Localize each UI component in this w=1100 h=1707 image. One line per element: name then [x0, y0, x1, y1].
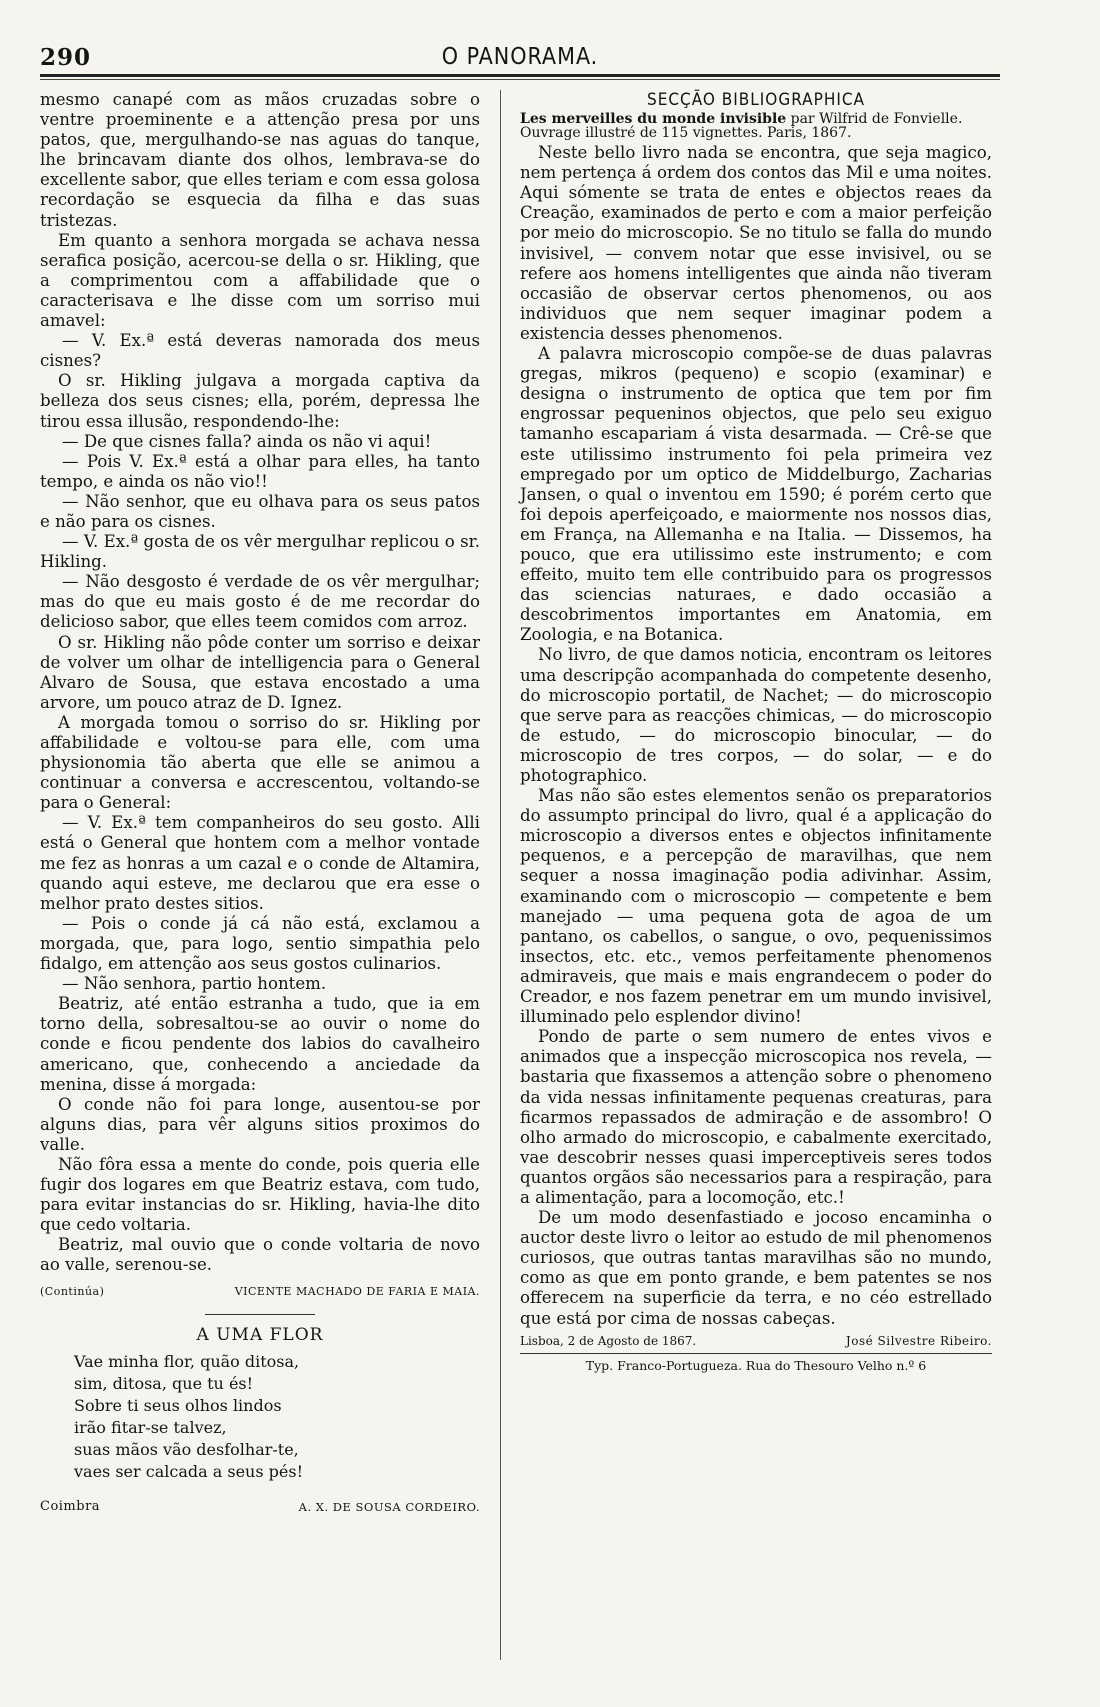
- story-paragraph: Beatriz, mal ouvio que o conde voltaria de novo ao valle, serenou-se.: [40, 1235, 480, 1275]
- poem: [74, 1351, 480, 1483]
- newspaper-page: [40, 38, 1000, 1678]
- review-author: José Silvestre Ribeiro.: [845, 1333, 992, 1348]
- poem-line: vaes ser calcada a seus pés!: [74, 1461, 303, 1481]
- page-header: [40, 38, 1000, 74]
- poem-author: A. X. DE SOUSA CORDEIRO.: [298, 1499, 480, 1514]
- story-paragraph: — Não desgosto é verdade de os vêr mergulhar; mas do que eu mais gosto é de me recordar do delicioso sabor, que elles teem comidos com arroz.: [40, 572, 480, 632]
- story-paragraph: Em quanto a senhora morgada se achava nessa serafica posição, acercou-se della o sr. Hikling, que a comprimentou com a affabilidade que o caracterisava e lhe disse com um sorriso mui amavel:: [40, 230, 480, 331]
- story-paragraph: Beatriz, até então estranha a tudo, que ia em torno della, sobresaltou-se ao ouvir o nome do conde e ficou pendente dos labios do cavalheiro americano, que, conhecendo a anciedade da menina, disse á morgada:: [40, 994, 480, 1094]
- story-paragraph: — V. Ex.ª tem companheiros do seu gosto. Alli está o General que hontem com a melhor vontade me fez as honras a um cazal e o conde de Altamira, quando aqui esteve, me declarou que era esse o melhor prato destes sitios.: [40, 813, 480, 913]
- review-paragraph: De um modo desenfastiado e jocoso encaminha o auctor deste livro o leitor ao estudo de mil phenomenos curiosos, que outras tantas maravilhas são no mundo, como as que em ponto grande, e bem patentes se nos offerecem na superficie da terra, e no céo estrellado que está por cima de nossas cabeças.: [520, 1208, 992, 1328]
- left-column: [40, 90, 480, 1517]
- story-paragraph: O conde não foi para longe, ausentou-se por alguns dias, para vêr alguns sitios proximos do valle.: [40, 1094, 480, 1154]
- review-signature: [520, 1331, 992, 1351]
- story-signature: [40, 1282, 480, 1302]
- book-details: par Wilfrid de Fonvielle. Ouvrage illustré de 115 vignettes. Paris, 1867.: [520, 111, 963, 142]
- story-author: VICENTE MACHADO DE FARIA E MAIA.: [234, 1284, 480, 1298]
- review-paragraph: A palavra microscopio compõe-se de duas palavras gregas, mikros (pequeno) e scopio (examinar) e designa o instrumento de optica que tem por fim engrossar pequeninos objectos, que pelo seu exiguo tamanho escapariam á vista desarmada. — Crê-se que este utilissimo instrumento foi pela primeira vez empregado por um optico de Middelburgo, Zacharias Jansen, o qual o inventou em 1590; é porém certo que foi depois aperfeiçoado, e maiormente nos nossos dias, em França, na Allemanha e na Italia. — Dissemos, ha pouco, que era utilissimo este instrumento; e com effeito, muito tem elle contribuido para os progressos das sciencias naturaes, e dado occasião a descobrimentos importantes em Anatomia, em Zoologia, e na Botanica.: [520, 344, 992, 645]
- review-paragraph: No livro, de que damos noticia, encontram os leitores uma descripção acompanhada do competente desenho, do microscopio portatil, de Nachet; — do microscopio que serve para as reacções chimicas, — do microscopio de estudo, — do microscopio binocular, — do microscopio de tres corpos, — do solar, — e do photographico.: [520, 645, 992, 785]
- bibliographic-entry: [520, 112, 992, 140]
- poem-line: irão fitar-se talvez,: [74, 1417, 227, 1437]
- review-paragraph: Mas não são estes elementos senão os preparatorios do assumpto principal do livro, qual é a applicação do microscopio a diversos entes e objectos infinitamente pequenos, e a percepção de maravilhas, que nem sequer a nossa imaginação podia adivinhar. Assim, examinando com o microscopio — competente e bem manejado — uma pequena gota de agoa de um pantano, os cabellos, o sangue, o ovo, pequenissimos insectos, etc. etc., vemos perfeitamente phenomenos admiraveis, que mais e mais engrandecem o poder do Creador, e nos fazem penetrar em um mundo invisivel, illuminado pelo esplendor divino!: [520, 786, 992, 1027]
- story-paragraph: A morgada tomou o sorriso do sr. Hikling por affabilidade e voltou-se para elle, com uma physionomia tão aberta que elle se animou a continuar a conversa e accrescentou, voltando-se para o General:: [40, 712, 480, 813]
- story-paragraph: — De que cisnes falla? ainda os não vi aqui!: [62, 431, 432, 451]
- poem-title: A UMA FLOR: [196, 1324, 324, 1345]
- column-divider: [500, 90, 501, 1660]
- section-title: SECÇÃO BIBLIOGRAPHICA: [647, 90, 865, 110]
- review-paragraph: Neste bello livro nada se encontra, que seja magico, nem pertença á ordem dos contos das Mil e uma noites. Aqui sómente se trata de entes e objectos reaes da Creação, examinados de perto e com a maior perfeição por meio do microscopio. Se no titulo se falla do mundo invisivel, — convem notar que esse invisivel, ou se refere aos homens intelligentes que ainda não tiveram occasião de observar certos phenomenos, ou aos individuos que nem sequer imaginar podem a existencia desses phenomenos.: [520, 143, 992, 343]
- right-column: [520, 90, 992, 1376]
- book-title: Les merveilles du monde invisible: [520, 111, 787, 128]
- section-divider: [205, 1314, 315, 1315]
- header-rule-thin: [40, 79, 1000, 80]
- story-paragraph: — Não senhor, que eu olhava para os seus patos e não para os cisnes.: [40, 491, 480, 531]
- poem-signature: [40, 1497, 480, 1517]
- journal-title: O PANORAMA.: [441, 44, 599, 70]
- poem-line: Sobre ti seus olhos lindos: [74, 1395, 282, 1415]
- story-paragraph: — V. Ex.ª está deveras namorada dos meus cisnes?: [40, 331, 480, 371]
- printer-imprint: Typ. Franco-Portugueza. Rua do Thesouro Velho n.º 6: [585, 1357, 927, 1373]
- dateline: Lisboa, 2 de Agosto de 1867.: [520, 1333, 697, 1348]
- imprint-rule: [520, 1353, 992, 1354]
- story-paragraph: Não fôra essa a mente do conde, pois queria elle fugir dos logares em que Beatriz estava, com tudo, para evitar instancias do sr. Hikling, havia-lhe dito que cedo voltaria.: [40, 1154, 480, 1235]
- story-paragraph: mesmo canapé com as mãos cruzadas sobre o ventre proeminente e a attenção presa por uns patos, que, mergulhando-se nas aguas do tanque, lhe brincavam diante dos olhos, lembrava-se do excellente sabor, que elles teriam e com essa golosa recordação se esquecia da filha e das suas tristezas.: [40, 90, 480, 230]
- story-paragraph: — Não senhora, partio hontem.: [62, 974, 327, 994]
- story-paragraph: O sr. Hikling julgava a morgada captiva da belleza dos seus cisnes; ella, porém, depressa lhe tirou essa illusão, respondendo-lhe:: [40, 371, 480, 431]
- continua-note: (Continúa): [40, 1284, 105, 1298]
- story-paragraph: — Pois o conde já cá não está, exclamou a morgada, que, para logo, sentio simpathia pelo fidalgo, em attenção aos seus gostos culinarios.: [40, 913, 480, 974]
- review-paragraph: Pondo de parte o sem numero de entes vivos e animados que a inspecção microscopica nos revela, — bastaria que fixassemos a attenção sobre o phenomeno da vida nessas infinitamente pequenas creaturas, para ficarmos repassados de admiração e de assombro! O olho armado do microscopio, e cabalmente exercitado, vae descobrir nesses quasi imperceptiveis seres todos quantos orgãos são necessarios para a respiração, para a alimentação, para a locomoção, etc.!: [520, 1027, 992, 1207]
- poem-line: sim, ditosa, que tu és!: [74, 1373, 254, 1393]
- poem-line: suas mãos vão desfolhar-te,: [74, 1439, 299, 1459]
- poem-line: Vae minha flor, quão ditosa,: [74, 1351, 300, 1371]
- story-paragraph: — V. Ex.ª gosta de os vêr mergulhar replicou o sr. Hikling.: [40, 532, 480, 572]
- poem-place: Coimbra: [40, 1498, 101, 1514]
- page-number: 290: [40, 44, 92, 71]
- header-rule: [40, 74, 1000, 77]
- story-paragraph: O sr. Hikling não pôde conter um sorriso e deixar de volver um olhar de intelligencia para o General Alvaro de Sousa, que estava encostado a uma arvore, um pouco atraz de D. Ignez.: [40, 632, 480, 712]
- story-paragraph: — Pois V. Ex.ª está a olhar para elles, ha tanto tempo, e ainda os não vio!!: [40, 451, 480, 491]
